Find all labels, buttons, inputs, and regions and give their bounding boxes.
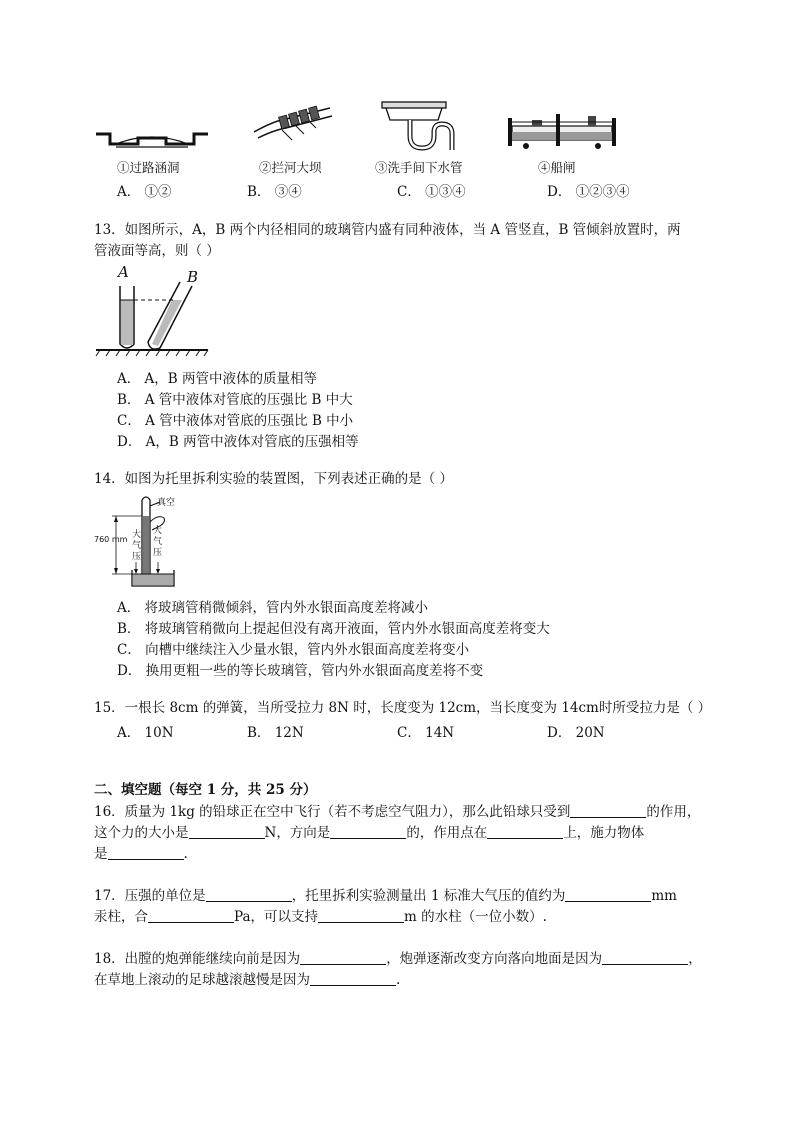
q13-option-d: D． A，B 两管中液体对管底的压强相等 [117,434,359,450]
q17-blank-4[interactable] [318,908,404,923]
q17-blank-3[interactable] [148,908,234,923]
q16-blank-4[interactable] [487,824,563,839]
vacuum-label: 真空 [157,498,176,508]
q17-line1: 17．压强的单位是 ，托里拆利实验测量出 1 标准大气压的值约为 mm [94,888,677,904]
q18-line1: 18．出膛的炮弹能继续向前是因为 ，炮弹逐渐改变方向落向地面是因为 ， [94,951,702,967]
q18-blank-3[interactable] [310,971,396,986]
q14-option-b: B． 将玻璃管稍微向上提起但没有离开液面，管内外水银面高度差将变大 [117,621,550,637]
caption-culvert: ①过路涵洞 [117,160,180,175]
q13-option-a: A． A，B 两管中液体的质量相等 [117,371,318,387]
q14-option-c: C． 向槽中继续注入少量水银，管内外水银面高度差将变小 [117,642,470,658]
q15-option-c: C． 14N [397,725,455,741]
q12-option-c: C． ①③④ [397,184,466,200]
q13-option-b: B． A 管中液体对管底的压强比 B 中大 [117,392,353,408]
q18-blank-1[interactable] [300,950,386,965]
tube-a-label: A [118,263,129,281]
q15-stem: 15．一根长 8cm 的弹簧，当所受拉力 8N 时，长度变为 12cm，当长度变为 14cm时所受拉力是（ ） [94,700,712,716]
q15-option-a: A． 10N [117,725,174,741]
sink-drain-figure [380,100,470,152]
section-2-title: 二、填空题（每空 1 分，共 25 分） [94,782,317,798]
q14-option-a: A． 将玻璃管稍微倾斜，管内外水银面高度差将减小 [117,600,429,616]
q16-line3: 是 . [94,846,188,862]
q15-option-d: D． 20N [547,725,605,741]
q14-option-d: D． 换用更粗一些的等长玻璃管，管内外水银面高度差将不变 [117,663,484,679]
q12-option-a: A． ①② [117,184,172,200]
q16-blank-3[interactable] [330,824,406,839]
tube-b-label: B [187,268,199,286]
culvert-figure [96,128,208,152]
dam-figure [252,104,334,152]
ship-lock-figure [508,102,616,152]
q13-stem-line1: 13．如图所示，A，B 两个内径相同的玻璃管内盛有同种液体，当 A 管竖直，B 管倾斜放置时，两 [94,222,681,238]
q16-line1: 16．质量为 1kg 的铅球正在空中飞行（若不考虑空气阻力），那么此铅球只受到 的作用， [94,804,701,820]
air-pressure-right-label: 大 气 压 [153,526,163,558]
q13-stem-line2: 管液面等高，则（ ） [94,243,220,259]
q15-option-b: B． 12N [247,725,304,741]
caption-dam: ②拦河大坝 [259,160,322,175]
caption-sink-drain: ③洗手间下水管 [375,160,463,175]
height-760-label: 760 mm [94,535,128,544]
q17-line2: 汞柱，合 Pa，可以支持 m 的水柱（一位小数）. [94,909,547,925]
caption-ship-lock: ④船闸 [538,160,576,175]
q16-blank-1[interactable] [570,803,646,818]
q17-blank-2[interactable] [565,887,651,902]
q14-stem: 14．如图为托里拆利实验的装置图，下列表述正确的是（ ） [94,471,453,487]
q16-blank-2[interactable] [189,824,265,839]
q18-blank-2[interactable] [602,950,688,965]
q16-line2: 这个力的大小是 N，方向是 的，作用点在 上，施力物体 [94,825,645,841]
q18-line2: 在草地上滚动的足球越滚越慢是因为 . [94,972,401,988]
q12-option-b: B． ③④ [247,184,302,200]
q16-blank-5[interactable] [108,845,184,860]
air-pressure-left-label: 大 气 压 [132,530,142,562]
q13-option-c: C． A 管中液体对管底的压强比 B 中小 [117,413,354,429]
q12-option-d: D． ①②③④ [547,184,630,200]
q17-blank-1[interactable] [206,887,292,902]
